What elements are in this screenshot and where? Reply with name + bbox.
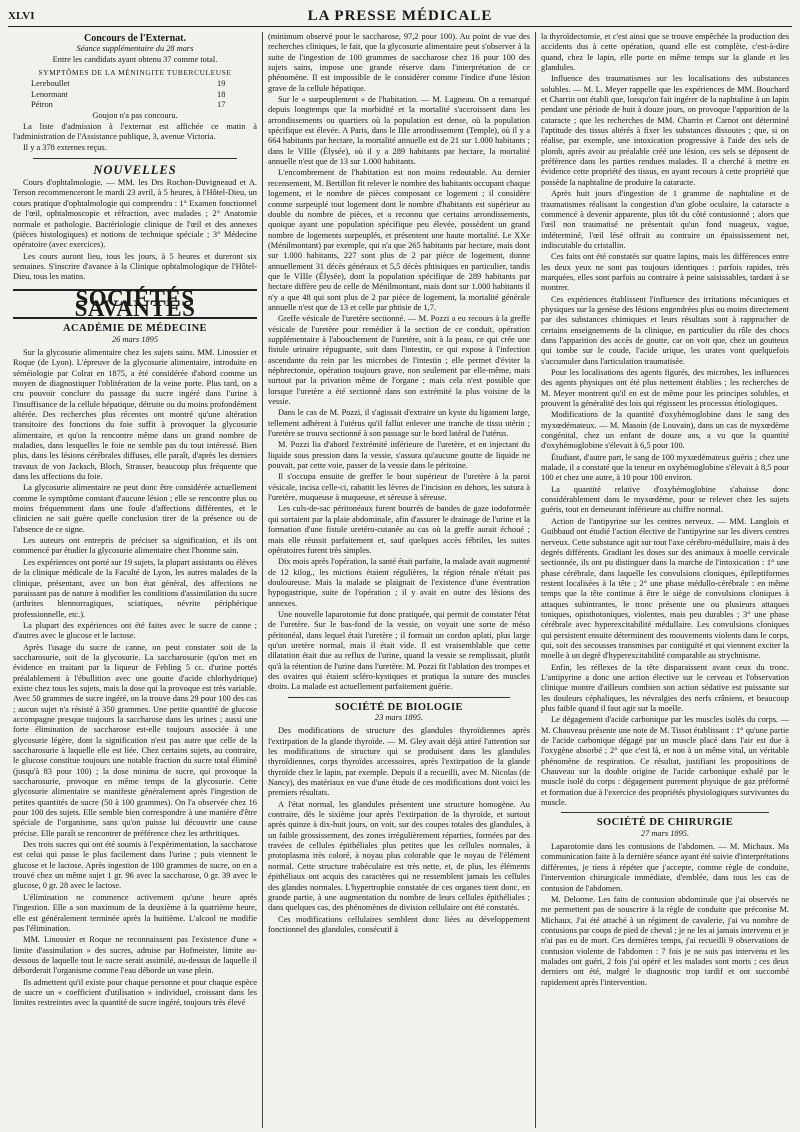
greffe-article: Greffe vésicale de l'uretère sectionné. — M. Pozzi a eu recours à la greffe vésicale de l'uretère pour remédier à la section de ce conduit, opération supplémentaire à l'abouchement de l'uretère, soit à la peau, ce qui crée une fistule urinaire répugnante, soit dans l'intestin, ce qui expose à l'infection ascendante du rein par les microbes de l'intestin ; elle permet d'éviter la néphrectomie, opération toujours grave, non seulement par elle-même, mais surtout par la privation même de l'organe ; mais cela n'est possible que lorsque l'uretère a été sectionné dans son extrémité la plus voisine de la vessie.: [268, 314, 530, 407]
article-paragraph: La plupart des expériences ont été faites avec le sucre de canne ; d'autres avec le glucose et le lactose.: [13, 620, 257, 641]
article-paragraph: Les auteurs ont entrepris de préciser sa signification, et ils ont commencé par étudier la glycosurie alimentaire chez l'homme sain.: [13, 536, 257, 556]
article-paragraph: Les expériences ont porté sur 19 sujets, la plupart assistants ou élèves de la clinique médicale de la Faculté de Lyon, les autres malades de la clinique, présentant, avec un bon état général, des affections ne paraissant pas de nature à modifier les conditions d'assimilation du sucre (arthrites blennorragiques, sciatiques, névrite périphérique professionnelle, etc.).: [13, 557, 257, 619]
article-paragraph: Dix mois après l'opération, la santé était parfaite, la malade avait augmenté de 12 kilog., les mictions étaient régulières, la région rénale n'était pas douloureuse. Mais la malade se plaignait de l'existence d'une éventration hypogastrique, suite de l'opération ; il y avait en outre des lésions des annexes.: [268, 557, 530, 608]
page-header: [8, 6, 792, 27]
journal-title: LA PRESSE MÉDICALE: [307, 7, 493, 24]
externat-title: Concours de l'Externat.: [84, 33, 186, 44]
column-1: [8, 32, 263, 1128]
externes-count: Il y a 378 externes reçus.: [23, 143, 107, 153]
article-paragraph: Une nouvelle laparotomie fut donc pratiquée, qui permit de constater l'état de l'uretère. Sur le bas-fond de la vessie, on voyait une sorte de méso péritonéal, dans lequel était l'uretère ; il formait un cordon aplati, plus large qu'un uretère normal, mais il était vide. Il est vraisemblable que cette dilatation était due au reflux de l'urine, quand la vessie se remplissait, plutôt qu'à la rétention de l'urine dans l'uretère. M. Pozzi fit l'ablation des trompes et des ovaires qui étaient scléro-kystiques et pratiqua la suture des muscles droits. La malade est actuellement parfaitement guérie.: [268, 609, 530, 692]
column-3: [536, 32, 794, 1128]
article-paragraph: A l'état normal, les glandules présentent une structure homogène. Au contraire, dès le sixième jour après l'extirpation de la thyroïde, et surtout après quinze à dix-huit jours, on voit, sur des coupes totales des glandules, à un faible grossissement, des zones irrégulièrement réparties, formées par des travées de cellules épithéliales plus petites que les cellules normales, à protoplasma très coloré, à noyau plus colorable que le noyau de l'élément normal. Cette structure trabéculaire est très nette, et, de plus, les éléments épithéliaux ont acquis des caractères qui ne ressemblent jamais les cellules des glandes normales. L'hypertrophie constatée de ces organes tient donc, en grande partie, à une augmentation du nombre de leurs cellules épithéliales ; dans quelques cas, des phénomènes de division cellulaire ont été constatés.: [268, 799, 530, 913]
article-paragraph: la thyroïdectomie, et c'est ainsi que se trouve empêchée la production des accidents dus à cette opération, quand elle est complète, c'est-à-dire quand, chez le lapin, elle porte en même temps sur la glande et les glandules.: [541, 32, 789, 73]
list-item: Lereboullet 19: [31, 79, 226, 89]
article-paragraph: M. Delorme. Les faits de contusion abdominale que j'ai observés ne me permettent pas de souscrire à la règle de conduite que préconise M. Michaux. J'ai été attaché à un régiment de cavalerie, j'ai vu nombre de contusions par coups de pied de cheval ; je ne les ai jamais intervenu et je n'ai pas eu de mort. Ces dernières temps, j'ai recueilli 9 observations de contusion violente de l'abdomen : 7 fois je ne suis pas intervenu et les malades ont guéri, 2 fois j'ai opéré et les malades sont morts ; ces deux derniers ont été, malgré le diagnostic trop tardif et ont succombé rapidement après l'intervention.: [541, 894, 789, 987]
article-paragraph: Ces expériences établissent l'influence des irritations mécaniques et physiques sur la genèse des lésions engendrées plus ou moins directement par des substances chimiques et leurs résultats sont à rapprocher de certains enseignements de la clinique, en particulier du rôle des chocs dans l'apparition des accès de goutte, car on voit que, chez un goutteux qui tombe sur le coude, l'acide urique, les urates vont quelquefois s'accumuler dans l'articulation traumatisée.: [541, 294, 789, 366]
article-paragraph: Étudiant, d'autre part, le sang de 100 myxœdémateux guéris ; chez une malade, il a constaté que la teneur en oxyhémoglobine s'élevait à 8,5 pour 100 et chez une autre, à 10 pour 100 environ.: [541, 452, 789, 483]
article-paragraph: Après l'usage du sucre de canne, on peut constater soit de la saccharosurie, soit de la glycosurie. La saccharosurie (qu'on met en évidence en traitant par la liqueur de Fehling 5 cc. d'urine portés préalablement à l'ébullition avec une goutte d'acide chlorhydrique) existe chez tous les sujets, mais la dose qui la provoque est très variable. Avec 50 grammes de sucre ingéré, on la trouve dans 29 pour 100 des cas ; aucun sujet n'a résisté à 350 grammes. Une petite quantité de glucose accompagne presque toujours la saccharose dans les urines ; aussi une forte élimination de saccharose est-elle toujours associée à une glycosurie légère, dont la signification n'est pas autre que celle de la saccharosurie à laquelle elle est liée. Chez certains sujets, au contraire, le glucose constitue toujours une notable fraction du sucre total éliminé (jusqu'à 83 pour 100) ; la dose minima de sucre, qui provoque la saccharosurie, provoque en même temps de la glycosurie. Cette glycosurie alimentaire se manifeste généralement après l'ingestion de petites quantités de sucre (50 à 100 grammes). On l'a observée chez 16 pour 100 des sujets. Elle semble bien correspondre à une manière d'être spéciale de l'organisme, sans qu'on puisse lui découvrir une cause précise. Elle paraît se rencontrer de préférence chez les arthritiques.: [13, 642, 257, 838]
list-item: Pétron 17: [31, 100, 226, 110]
externat-session: Séance supplémentaire du 28 mars: [76, 44, 194, 54]
article-paragraph: Il s'occupa ensuite de greffer le bout supérieur de l'uretère à la paroi vésicale, incisa celle-ci, rabattit les lèvres de l'incision en dehors, les sutura à l'uretère, muqueuse à muqueuse, et séreuse à séreuse.: [268, 472, 530, 503]
article-paragraph: Dans le cas de M. Pozzi, il s'agissait d'extraire un kyste du ligament large, tellement adhérent à l'utérus qu'il fallut enlever une tranche de tissu utérin ; l'uretère se trouva sectionné à son passage sur le bord latéral de l'utérus.: [268, 408, 530, 439]
traumatismes-article: Influence des traumatismes sur les localisations des substances solubles. — M. L. Meyer rappelle que les expériences de MM. Bouchard et Charrin ont établi que, lorsqu'on fait ingérer de la naphtaline à un lapin pendant une période de huit à douze jours, on provoque l'apparition de la cataracte ; que les recherches de MM. Charrin et Carnot ont déterminé l'aptitude des tissus altérés à fixer les substances dissoutes ; que, si on réalise, par exemple, une intoxication progressive à l'aide des sels de plomb, après avoir au préalable créé une lésion, ces sels se déposent de préférence dans les parties rendues malades. Il a cherché à mettre en évidence cette propriété des tissus, en ayant recours à cette propriété que possède la naphtaline de produire la cataracte.: [541, 74, 789, 187]
societes-heading: SOCIÉTÉS SAVANTES: [13, 289, 257, 320]
candidate-list: [31, 79, 257, 110]
article-paragraph: La quantité relative d'oxyhémoglobine s'abaisse donc considérablement dans le myxœdème, pour se relever chez les sujets guéris, tout en demeurant inférieure au chiffre normal.: [541, 484, 789, 515]
course-schedule: Les cours auront lieu, tous les jours, à 5 heures et dureront six semaines. S'inscrire d'avance à la Clinique ophtalmologique de l'Hôtel-Dieu, tous les matins.: [13, 251, 257, 282]
admission-note: La liste d'admission à l'externat est affichée ce matin à l'administration de l'Assistance publique, 3, avenue Victoria.: [13, 121, 257, 142]
column-2: [263, 32, 536, 1128]
surpeuplement-article: Sur le « surpeuplement » de l'habitation. — M. Lagneau. On a remarqué depuis longtemps que la morbidité et la mortalité s'accroissent dans les arrondissements ou quartiers où la population est dense, où la population spécifique est élevée. A Paris, dans le IIIe arrondissement (Temple), où il y a 664 habitants par hectare, la mortalité annuelle est de 21 sur 1.000 habitants ; dans le VIIIe (Élysée), où il y a 289 habitants par hectare, la mortalité annuelle n'est que de 13 sur 1.000 habitants.: [268, 95, 530, 167]
columns: [8, 32, 794, 1128]
article-paragraph: La glycosurie alimentaire ne peut donc être considérée actuellement comme le symptôme constant d'aucune lésion ; elle se rencontre plus ou moins fréquemment dans une foule d'affections différentes, et le clinicien ne sait guère quelle conclusion tirer de la présence ou de l'absence de ce signe.: [13, 483, 257, 534]
article-paragraph: Des trois sucres qui ont été soumis à l'expérimentation, la saccharose est celui qui passe le plus facilement dans l'urine ; puis viennent le glucose et le lactose. Après ingestion de 100 grammes de sucre, on en a trouvé chez un même sujet 1 gr. 96 avec la saccharose, 0 gr. 39 avec le glucose, 0 gr. 28 avec le lactose.: [13, 840, 257, 891]
article-paragraph: Sur la glycosurie alimentaire chez les sujets sains. MM. Linossier et Roque (de Lyon). L'épreuve de la glycosurie alimentaire, introduite en séméiologie par Colrat en 1875, a été considérée d'abord comme un moyen de diagnostiquer l'oblitération de la veine porte. Plus tard, on a cru pouvoir conclure du passage du sucre ingéré dans l'urine à l'insuffisance de la cellule hépatique, détruite ou du moins profondément altérée. Des recherches plus récentes ont montré qu'une altération transitoire des fonctions du foie suffit à provoquer la glycosurie alimentaire, et qu'on la rencontre même dans un grand nombre de maladies, dans lesquelles le foie ne semble pas du tout intéressé. Bien plus, dans les lésions cérébrales diffuses, elle paraît, d'après les derniers travaux de von Jacksch, Bloch, Strasser, beaucoup plus fréquente que dans les affections du foie.: [13, 347, 257, 482]
article-paragraph: Ces faits ont été constatés sur quatre lapins, mais les différences entre les deux yeux ne sont pas toujours identiques : parfois rapides, très marquées, elles sont parfois au contraire à peine saisissables, tardant à se montrer.: [541, 252, 789, 293]
antipyrine-article: Action de l'antipyrine sur les centres nerveux. — MM. Langlois et Guibbaud ont étudié l'action élective de l'antipyrine sur les divers centres nerveux. Cette substance agit sur tout l'axe cérébro-médullaire, mais à des degrés différents. Gradiant les doses sur des animaux à moelle cervicale sectionnée, ils ont pu distinguer dans la marche de l'intoxication : 1° une phase cérébrale, dans laquelle les convulsions cloniques, épileptiformes restent localisées à la tête ; 2° une phase médullo-cérébrale : en même temps que la tête continue à être le siège de convulsions cloniques à attaques subintrantes, le tronc présente une ou plusieurs attaques toniques, opisthotoniques, violentes, mais peu durables ; 3° une phase cérébrale avec hyperexcitabilité médullaire. Les convulsions cloniques qui persistent ensuite déterminent des mouvements violents dans le corps, qui, soit des secousses transmises par contiguïté et qui viennent exciter la moelle à un degré d'hyperexcitabilité comparable au strychnisme.: [541, 516, 790, 661]
thyroide-article: Des modifications de structure des glandules thyroïdiennes après l'extirpation de la glande thyroïde. — M. Gley avait déjà attiré l'attention sur les modifications de structure qui se produisent dans les glandules thyroïdiennes, corps thyroïdes accessoires, après l'extirpation de la glande thyroïde chez le lapin, par exemple. Depuis il a recueilli, avec M. Nicolas (de Nancy), des matériaux en vue d'une étude de ces modifications dont voici les premiers résultats.: [268, 726, 530, 798]
carbonique-article: Le dégagement d'acide carbonique par les muscles isolés du corps. — M. Chauveau présente une note de M. Tissot établissant : 1° qu'une partie de l'acide carbonique dégagé par un muscle placé dans l'air est due à l'oxygène absorbé ; 2° que c'est là, et non à un même vital, un véritable phénomène de respiration. Ce résultat, justifiant les propositions de Chauveau sur la double origine de l'acide carbonique exhalé par le muscle isolé du corps : dégagement purement physique de gaz préformé et formation due à l'exercice des propriétés physiologiques survivantes du muscle.: [541, 715, 789, 808]
nouvelles-heading: NOUVELLES: [93, 162, 177, 177]
article-paragraph: Enfin, les réflexes de la tête disparaissent avant ceux du tronc. L'antipyrine a donc une action élective sur le cerveau et l'observation clinique montre d'ailleurs combien son action sédative est puissante sur les douleurs céphaliques, les névralgies des nerfs crâniens, et beaucoup plus faible quand il faut agir sur la moelle.: [541, 662, 789, 713]
article-paragraph: MM. Linossier et Roque ne reconnaissent pas l'existence d'une « limite d'assimilation » des sucres, admise par Hofmeister, limite au-dessous de laquelle tout le sucre serait assimilé, au-dessus de laquelle il déborderait l'organisme comme l'eau déborde un vase plein.: [13, 935, 257, 976]
article-paragraph: Après huit jours d'ingestion de 1 gramme de naphtaline et de traumatismes réalisant la congestion d'un globe oculaire, la cataracte a commencé à devenir apparente, plus tôt du côté contusionné ; alors que l'œil non traumatisé ne présentait qu'un fond nuageux, vague, indéterminé, l'œil lésé offrait au contraire un épaississement net, indiscutable du cristallin.: [541, 189, 789, 250]
article-paragraph: Ils admettent qu'il existe pour chaque personne et pour chaque espèce de sucre un « coefficient d'utilisation » individuel, croissant dans les limites restreintes avec la quantité de sucre ingéré, toujours très élevé: [13, 977, 257, 1008]
exam-subject: SYMPTÔMES DE LA MÉNINGITE TUBERCULEUSE: [38, 68, 232, 78]
biologie-date: 23 mars 1895.: [374, 713, 424, 722]
chirurgie-heading: SOCIÉTÉ DE CHIRURGIE: [596, 817, 734, 829]
chirurgie-date: 27 mars 1895.: [640, 828, 690, 838]
oxyhemoglobine-article: Modifications de la quantité d'oxyhémoglobine dans le sang des myxœdémateux. — M. Masoin (de Louvain), dans un cas de myxœdème congénital, chez un enfant de douze ans, a vu que la quantité d'oxyhémoglobine s'élevait à 6,5 pour 100.: [541, 410, 789, 451]
article-paragraph: M. Pozzi lia d'abord l'extrémité inférieure de l'uretère, et en injectant du liquide sous pression dans la vessie, s'assura qu'aucune goutte de liquide ne pouvait, par cette voie, passer de la vessie dans le péritoine.: [268, 440, 530, 471]
academie-date: 26 mars 1895: [111, 334, 159, 344]
page-number: XLVI: [8, 10, 35, 22]
goujon-note: Goujon n'a pas concouru.: [92, 111, 178, 121]
article-paragraph: Les culs-de-sac péritonéaux furent bourrés de bandes de gaze iodoformée qui sortaient par la plaie abdominale, afin d'assurer le drainage de l'urine et la formation d'une fistule uretéro-cutanée au cas où la greffe aurait échoué ; mais elle réussit parfaitement et, sauf quelques accès fébriles, les suites opératoires furent très simples.: [268, 504, 530, 555]
academie-heading: ACADÉMIE DE MÉDECINE: [63, 323, 207, 335]
article-paragraph: Ces modifications cellulaires semblent donc liées au développement fonctionnel des glandules, consécutif à: [268, 914, 530, 934]
externat-intro: Entre les candidats ayant obtenu 37 comme total.: [52, 54, 218, 64]
article-paragraph: L'encombrement de l'habitation est non moins redoutable. Au dernier recensement, M. Bertillon fit relever le nombre des habitants occupant chaque logement, et le nombre de pièces composant ce logement ; il considère comme surpeuplé tout logement dont le nombre d'habitants est supérieur au double du nombre de pièces, et a reconnu que certains arrondissements, quoique ayant une population spécifique peu élevée, possèdent un grand nombre de logements surpeuplés, et présentent une haute mortalité. Le XXe (Ménilmontant) par exemple, qui n'a que 265 habitants par hectare, mais dont sur 1.000 habitants, 227 sont plus de 2 par pièce de logement, donne annuellement 31 décès généraux et 5,5 décès phtisiques en particulier, tandis que le VIIIe (Élysée), dont la population spécifique de 289 habitants par hectare diffère peu de celle de Ménilmontant, mais dont sur 1.000 habitants il n'y a que 48 qui sont plus de 2 par pièce de logement, la mortalité générale annuelle n'est que de 13 et celle par phtisie de 1,7.: [268, 168, 530, 312]
ophtalmo-course: Cours d'ophtalmologie. — MM. les Drs Rochon-Duvigneaud et A. Terson recommenceront le mardi 23 avril, à 5 heures, à l'Hôtel-Dieu, un cours pratique d'ophtalmologie qui comprendra : 1° Examen fonctionnel de l'œil, ophtalmoscopie et réfraction, avec malades ; 2° Anatomie normale et pathologie. Bactériologie clinique de l'œil et des annexes (pièces histologiques) et notions de technique spéciale ; 3° Médecine opératoire (avec exercices).: [13, 178, 257, 250]
list-item: Lenormant 18: [31, 89, 226, 99]
article-paragraph: L'élimination ne commence activement qu'une heure après l'ingestion. Elle a son maximum de la deuxième à la quatrième heure, elle est généralement terminée après la huitième. L'alcool ne modifie pas l'élimination.: [13, 892, 257, 933]
biologie-heading: SOCIÉTÉ DE BIOLOGIE: [335, 701, 463, 713]
article-paragraph: (minimum observé pour le saccharose, 97,2 pour 100). Au point de vue des recherches cliniques, le fait, que la glycosurie alimentaire peut s'observer à la suite de l'ingestion de 100 grammes de saccharose chez 16 pour 100 des sujets sains, impose une grande réserve dans l'interprétation de ce phénomène. Il est impossible de le considérer comme l'indice d'une lésion grave de la cellule hépatique.: [268, 32, 530, 93]
laparotomie-article: Laparotomie dans les contusions de l'abdomen. — M. Michaux. Ma communication faite à la dernière séance ayant été suivie d'interprétations différentes, je tiens à répéter que j'accepte, comme règle de conduite, l'intervention chirurgicale immédiate, d'emblée, dans tous les cas de contusion de l'abdomen.: [541, 842, 789, 893]
article-paragraph: Pour les localisations des agents figurés, des microbes, les influences des agents physiques ont été plus nettement établies ; les recherches de M. Meyer montrent qu'il en est de même pour les principes solubles, et prouvent la généralité des lois qui régissent les processus étiologiques.: [541, 368, 789, 409]
